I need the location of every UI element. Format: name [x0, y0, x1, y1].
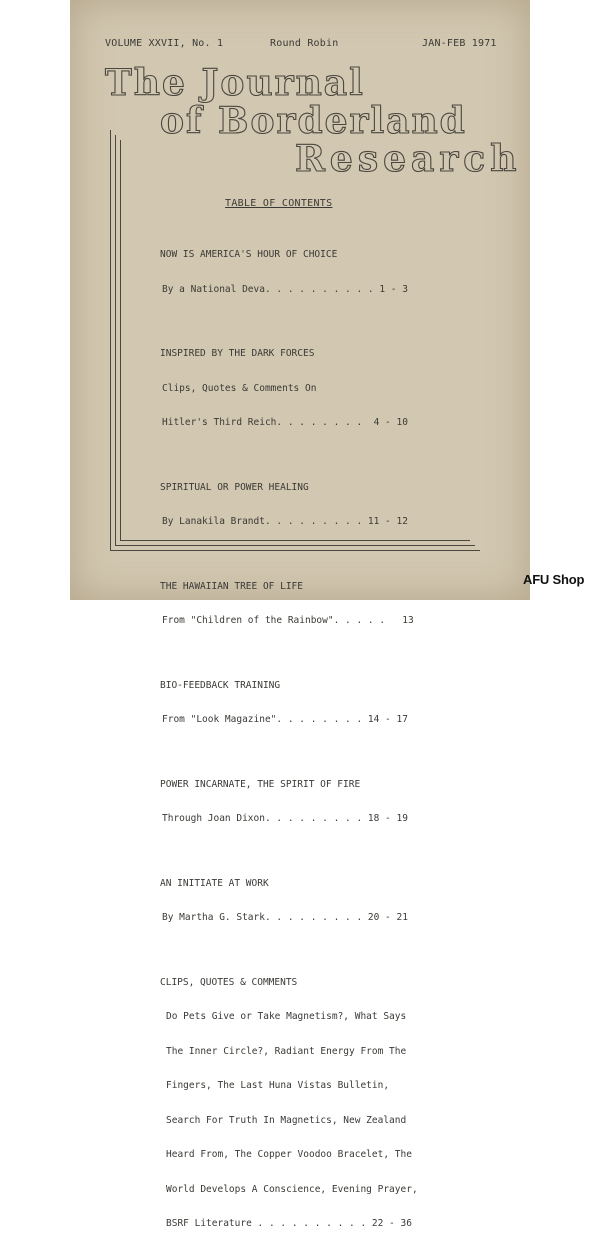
toc-entry-title: SPIRITUAL OR POWER HEALING [160, 481, 309, 493]
toc-entry [160, 459, 460, 551]
frame-line [110, 130, 111, 550]
toc-entry [160, 954, 460, 1253]
toc-list [160, 226, 460, 1260]
toc-entry-line: The Inner Circle?, Radiant Energy From The [166, 1045, 407, 1057]
toc-entry-title: POWER INCARNATE, THE SPIRIT OF FIRE [160, 778, 361, 790]
toc-entry-line: Search For Truth In Magnetics, New Zealand [166, 1114, 407, 1126]
toc-entry [160, 756, 460, 848]
toc-entry-line: From "Look Magazine". . . . . . . . 14 - 17 [162, 714, 408, 725]
title-line-3: Research [295, 138, 522, 180]
toc-entry-line: Clips, Quotes & Comments On [162, 382, 317, 394]
issue-date: JAN-FEB 1971 [422, 38, 497, 49]
toc-entry [160, 558, 460, 650]
toc-entry-line: Heard From, The Copper Voodoo Bracelet, The [166, 1149, 412, 1160]
toc-entry-line: From "Children of the Rainbow". . . . . 13 [162, 615, 414, 626]
title-line-1: The Journal [105, 62, 365, 104]
toc-entry-line: Through Joan Dixon. . . . . . . . . 18 - 19 [162, 813, 408, 824]
toc-entry-line: By a National Deva. . . . . . . . . . 1 - 3 [162, 283, 408, 295]
toc-entry-title: NOW IS AMERICA'S HOUR OF CHOICE [160, 249, 338, 260]
toc-entry-line: By Martha G. Stark. . . . . . . . . 20 - 21 [162, 912, 408, 923]
title-line-2: of Borderland [160, 100, 467, 142]
toc-heading: TABLE OF CONTENTS [225, 198, 333, 209]
frame-line [120, 140, 121, 540]
toc-entry-title: CLIPS, QUOTES & COMMENTS [160, 976, 298, 988]
toc-entry [160, 325, 460, 452]
toc-entry-title: AN INITIATE AT WORK [160, 877, 269, 889]
volume-number: VOLUME XXVII, No. 1 [105, 38, 224, 49]
toc-entry [160, 855, 460, 947]
toc-entry-line: Fingers, The Last Huna Vistas Bulletin, [166, 1080, 390, 1091]
toc-entry [160, 226, 460, 318]
toc-entry-line: Hitler's Third Reich. . . . . . . . 4 - 10 [162, 417, 408, 428]
toc-entry-line: World Develops A Conscience, Evening Prayer, [166, 1183, 418, 1195]
frame-line [115, 135, 116, 545]
toc-entry-title: THE HAWAIIAN TREE OF LIFE [160, 580, 303, 592]
round-robin-label: Round Robin [270, 38, 339, 49]
toc-entry [160, 657, 460, 749]
toc-entry-line: BSRF Literature . . . . . . . . . . 22 - 36 [166, 1218, 412, 1229]
toc-entry-title: BIO-FEEDBACK TRAINING [160, 679, 281, 691]
journal-cover [70, 0, 530, 1229]
toc-entry-title: INSPIRED BY THE DARK FORCES [160, 348, 315, 359]
shop-watermark: AFU Shop [523, 572, 585, 587]
toc-entry-line: By Lanakila Brandt. . . . . . . . . 11 - 12 [162, 516, 408, 527]
toc-entry-line: Do Pets Give or Take Magnetism?, What Says [166, 1011, 407, 1022]
